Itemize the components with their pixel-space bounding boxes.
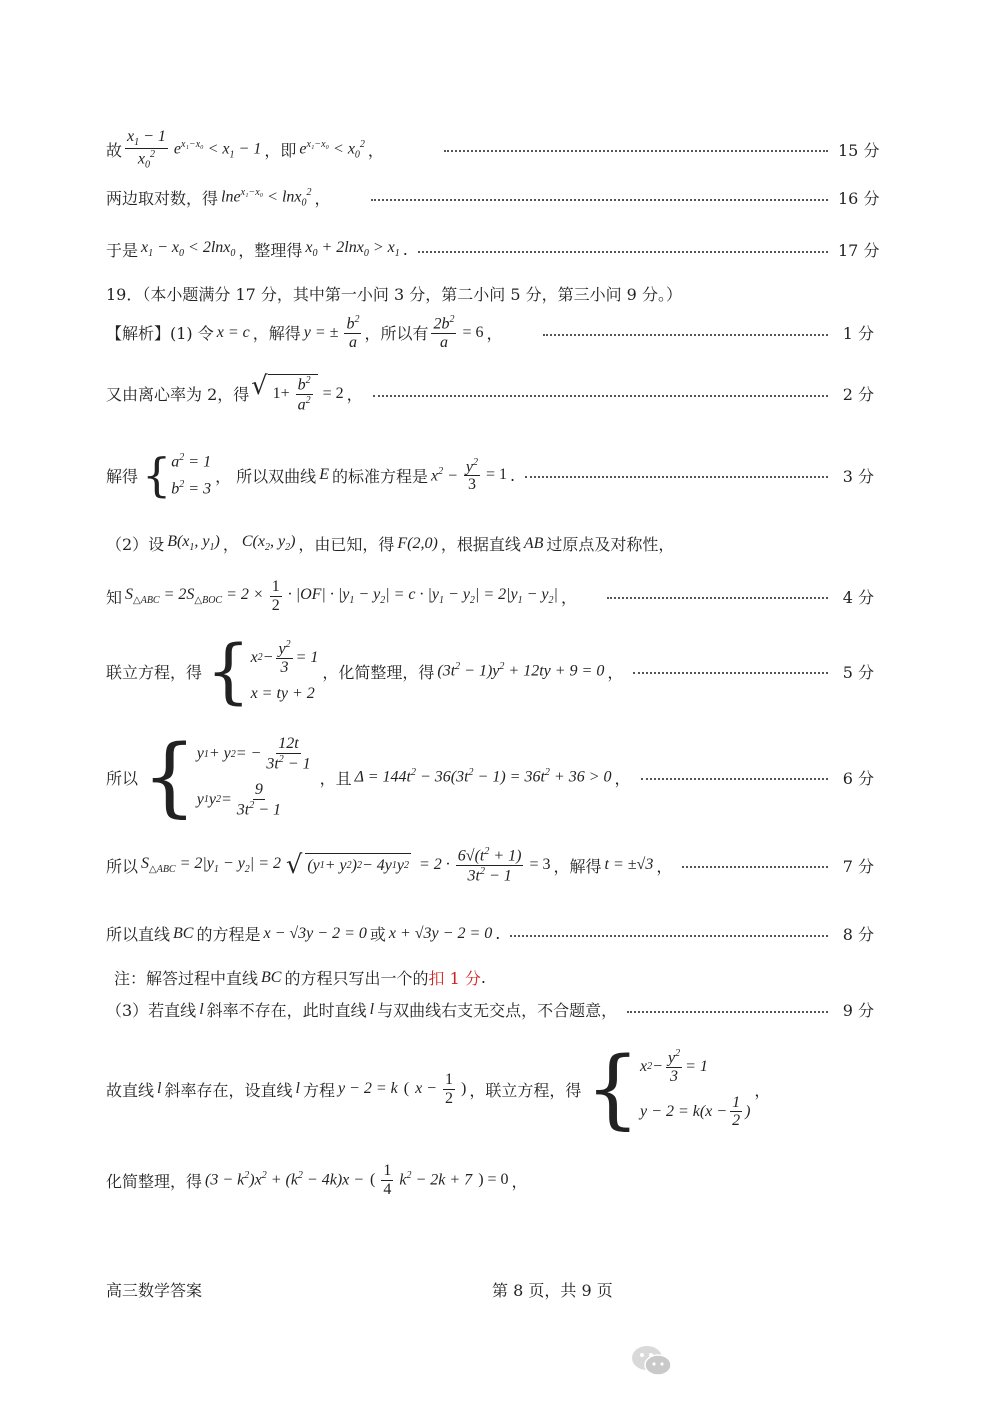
- line-s11: 化简整理，得 $(3 - k^2)x^2 + (k^2 - 4k)x$ − ( $\frac{1}{4}$ $k^2 - 2k + 7$ ) = 0 ，: [106, 1162, 528, 1198]
- text: ，: [222, 535, 239, 554]
- score: 1 分: [842, 324, 874, 344]
- text: 故直线: [106, 1080, 155, 1100]
- text: ，: [754, 1080, 771, 1100]
- text: 又由离心率为 2，得: [106, 385, 250, 405]
- text: .: [480, 968, 486, 987]
- note-line: 注：解答过程中直线 BC 的方程只写出一个的 扣 1 分 .: [114, 968, 486, 988]
- text: ，解得: [252, 324, 301, 344]
- score: 9 分: [842, 1001, 874, 1020]
- text: 所以: [106, 856, 139, 876]
- text: （3）若直线: [106, 1001, 197, 1020]
- leader-dots: [682, 866, 828, 868]
- text: 于是: [106, 241, 139, 260]
- part-2-intro: （2）设 $B(x_1$, $y_1$) ， $C(x_2$, $y_2$) ，由已知，得 F(2,0) ，根据直线 AB 过原点及对称性，: [106, 533, 675, 554]
- line-score-1: 【解析】(1) 令 x = c ，解得 y = ± $\frac{b^2}{a}$ ，所以有 $\frac{2b^2}{a}$ = 6 ， 1 分: [106, 314, 874, 351]
- text: 知: [106, 587, 123, 607]
- text: ，: [346, 385, 363, 405]
- text: .: [495, 924, 501, 943]
- leader-dots: [641, 778, 828, 780]
- fraction: $\frac{x_1 - 1}{x_0^2}$: [127, 128, 166, 171]
- text: 的标准方程是: [331, 466, 428, 486]
- equation-system: { y 1 + y 2 = − $\frac{12t}{3t^2 - 1}$ y 1 y 2 = $\frac{9}{3t^2 - 1}$: [142, 727, 311, 827]
- text: ， 所以双曲线: [215, 466, 317, 486]
- text: 两边取对数，得: [106, 189, 219, 208]
- line-score-4: 知 $S_{\triangle ABC} = 2S_{\triangle BOC} = 2$ × $\frac{1}{2}$ · $|OF| \cdot |y_1 - y_2| = c \cdot |y_1 - y_2| = 2|y_1 - y_2|$ ， 4 分: [106, 578, 874, 614]
- line-16: 两边取对数，得 lne$^{x_1-x_0}$ < lnx$_0^2$ ， 16 分: [106, 186, 880, 209]
- text: 联立方程，得: [106, 662, 203, 682]
- text: ，: [607, 662, 624, 682]
- score: 16 分: [838, 189, 880, 208]
- line-score-2: 又由离心率为 2，得 √ 1+ $\frac{b^2}{a^2}$ = 2 ， 2 分: [106, 371, 874, 414]
- square-root: √ 1+ $\frac{b^2}{a^2}$: [251, 374, 317, 414]
- leader-dots: [418, 251, 828, 253]
- score: 2 分: [842, 385, 874, 405]
- text: ，根据直线: [440, 535, 521, 554]
- text: 所以直线: [106, 925, 171, 944]
- score: 4 分: [842, 587, 874, 607]
- wechat-watermark-icon: [631, 1343, 673, 1379]
- fraction: $\frac{2b^2}{a}$: [433, 314, 455, 351]
- leader-dots: [627, 1011, 828, 1013]
- line-score-7: 所以 $S_{\triangle ABC} = 2|y_1 - y_2| = 2$ √ (y 1 + y 2 ) 2 − 4y 1 y 2 = 2 · $\frac{6√(t^2 + 1)}{3t^2 - 1}$ = 3 ，解得 t = ±√3 ， 7 分: [106, 846, 874, 885]
- text: 注：解答过程中直线: [114, 969, 259, 988]
- text: 过原点及对称性，: [546, 535, 675, 554]
- score: 15 分: [838, 140, 880, 160]
- text: 方程: [302, 1080, 335, 1100]
- leader-dots: [607, 597, 828, 599]
- text: ，解得: [553, 856, 602, 876]
- text: 的方程只写出一个的: [284, 969, 429, 988]
- text: 故: [106, 140, 123, 160]
- text: .: [402, 240, 408, 259]
- text: .: [510, 465, 516, 485]
- leader-dots: [373, 395, 828, 397]
- score: 3 分: [842, 466, 874, 486]
- leader-dots: [371, 199, 829, 201]
- text: ，化简整理，得: [322, 662, 435, 682]
- text: 化简整理，得: [106, 1171, 203, 1191]
- score: 7 分: [842, 856, 874, 876]
- text: 与双曲线右支无交点，不合题意，: [377, 1001, 618, 1020]
- text: ，由已知，得: [298, 535, 395, 554]
- equation-system: { $a^2 = 1$ $b^2 = 3$: [142, 448, 212, 503]
- text: ，: [614, 768, 631, 788]
- text: ，: [314, 189, 331, 208]
- leader-dots: [543, 334, 828, 336]
- text: ，: [367, 140, 384, 160]
- line-score-5: 联立方程，得 { x 2 − $\frac{y^2}{3}$ = 1 x = ty + 2 ，化简整理，得 $(3t^2 - 1)y^2 + 12ty + 9 = 0$ ， 5 分: [106, 630, 874, 712]
- equation-system: { x 2 − $\frac{y^2}{3}$ = 1 y − 2 = k(x − $\frac{1}{2}$ ): [585, 1039, 751, 1139]
- text: ，: [656, 856, 673, 876]
- text: 斜率不存在，此时直线: [206, 1001, 367, 1020]
- line-15: 故 $\frac{x_1 - 1}{x_0^2}$ $e^{x_1-x_0} < x_1 - 1$ ，即 $e^{x_1-x_0} < x_0^2$ ， 15 分: [106, 128, 880, 171]
- leader-dots: [510, 935, 828, 937]
- footer-title: 高三数学答案: [106, 1281, 203, 1300]
- text: ，整理得: [238, 241, 303, 260]
- line-17: 于是 $x_1 - x_0 < 2\ln x_0$ ，整理得 $x_0 + 2\ln x_0 > x_1$ . 17 分: [106, 239, 880, 260]
- text: 或: [369, 925, 386, 944]
- line-score-9: （3）若直线 l 斜率不存在，此时直线 l 与双曲线右支无交点，不合题意， 9 分: [106, 998, 874, 1021]
- text: 所以: [106, 768, 139, 788]
- penalty-text: 扣 1 分: [428, 969, 481, 988]
- text: ，且: [319, 768, 352, 788]
- score: 5 分: [842, 662, 874, 682]
- leader-dots: [525, 476, 828, 478]
- line-score-3: 解得 { $a^2 = 1$ $b^2 = 3$ ， 所以双曲线 E 的标准方程是 $x^2$ − $\frac{y^2}{3}$ = 1 . 3 分: [106, 448, 874, 503]
- score: 17 分: [838, 241, 880, 260]
- text: ，即: [264, 140, 297, 160]
- score: 6 分: [842, 768, 874, 788]
- equation-system: { x 2 − $\frac{y^2}{3}$ = 1 x = ty + 2: [206, 630, 319, 712]
- leader-dots: [633, 672, 828, 674]
- text: 19．（本小题满分 17 分，其中第一小问 3 分，第二小问 5 分，第三小问 9 分。）: [106, 285, 682, 304]
- line-score-8: 所以直线 BC 的方程是 x − √3y − 2 = 0 或 x + √3y − 2 = 0 . 8 分: [106, 924, 874, 944]
- text: 斜率存在，设直线: [164, 1080, 293, 1100]
- text: （2）设: [106, 535, 165, 554]
- footer-page-number: 第 8 页，共 9 页: [492, 1281, 613, 1300]
- line-s10: 故直线 l 斜率存在，设直线 l 方程 y − 2 = k ( x − $\frac{1}{2}$ ) ，联立方程，得 { x 2 − $\frac{y^2}{3}$ = 1 y − 2 = k(x − $\frac{1}{2}$ ) ，: [106, 1039, 771, 1139]
- question-19-header: [106, 282, 874, 305]
- text: ，: [511, 1171, 528, 1191]
- text: 解得: [106, 466, 139, 486]
- text: 的方程是: [196, 925, 261, 944]
- text: ，所以有: [364, 324, 429, 344]
- text: ，联立方程，得: [469, 1080, 582, 1100]
- text: ，: [486, 324, 503, 344]
- fraction: $\frac{b^2}{a}$: [346, 314, 360, 351]
- leader-dots: [444, 150, 828, 152]
- score: 8 分: [842, 925, 874, 944]
- line-score-6: 所以 { y 1 + y 2 = − $\frac{12t}{3t^2 - 1}$ y 1 y 2 = $\frac{9}{3t^2 - 1}$ ，且 $\Delta = 144t^2 - 36(3t^2 - 1) = 36t^2 + 36 > 0$ ， 6 分: [106, 727, 874, 827]
- text: ，: [560, 587, 577, 607]
- text: 【解析】(1) 令: [106, 324, 214, 344]
